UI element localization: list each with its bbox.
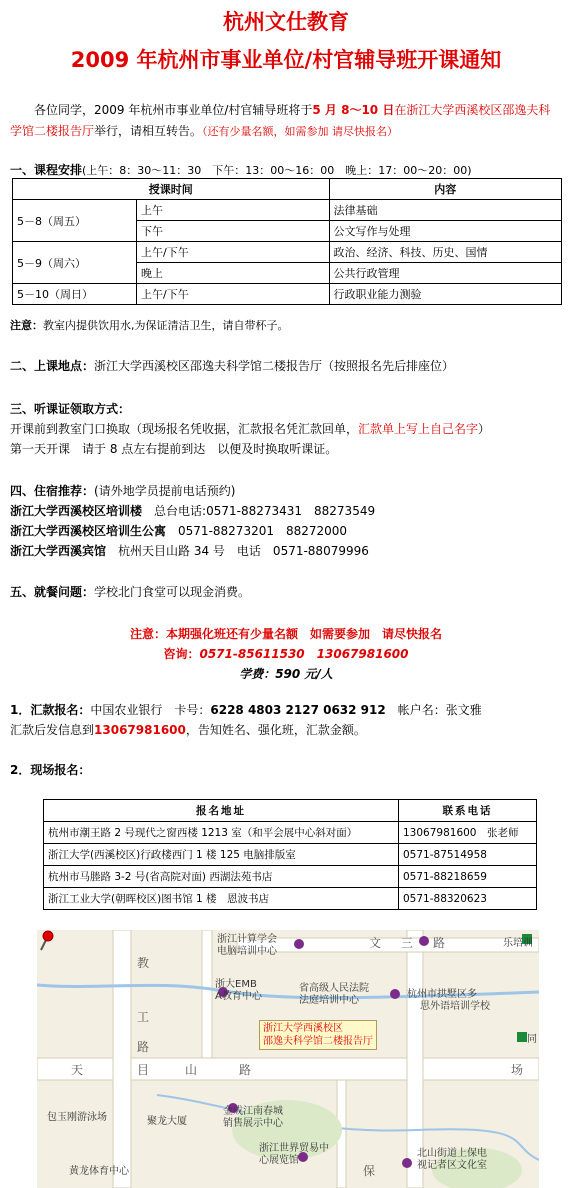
map-label: A教育中心 (215, 991, 262, 1002)
map-label: 包玉刚游泳场 (47, 1112, 107, 1123)
reg-address: 浙江工业大学(朝晖校区)图书馆 1 楼 恩波书店 (44, 888, 399, 910)
consult-phones: 0571-85611530 13067981600 (199, 647, 409, 661)
schedule-content: 公共行政管理 (329, 263, 561, 284)
reg-phone: 0571-87514958 (399, 844, 537, 866)
remit-line2b: ，告知姓名、强化班，汇款金额。 (185, 723, 366, 737)
map-label: 浙大EMB (215, 979, 257, 990)
pass-title: 三、听课证领取方式： (10, 402, 131, 416)
schedule-content: 行政职业能力测验 (329, 284, 561, 305)
map-label: 文 (369, 936, 382, 950)
location-title: 二、上课地点： (10, 359, 95, 373)
schedule-slot: 上午 (137, 200, 330, 221)
schedule-content: 法律基础 (329, 200, 561, 221)
intro-remark: （还有少量名额，如需参加 请尽快报名） (202, 125, 399, 138)
schedule-slot: 下午 (137, 221, 330, 242)
intro-held: 举行，请相互转告。 (94, 124, 203, 138)
callout-line1: 浙江大学西溪校区 (263, 1023, 343, 1034)
map-label: 视记者区文化室 (417, 1160, 487, 1171)
hotel-info: 总台电话:0571-88273431 88273549 (154, 504, 376, 518)
schedule-table (12, 178, 562, 305)
intro-paragraph (10, 100, 560, 142)
schedule-header-time: 授课时间 (13, 179, 330, 200)
location-map (37, 930, 539, 1188)
schedule-times: (上午：8：30～11：30 下午：13：00～16：00 晚上：17：00～20：00) (82, 164, 472, 177)
remit-phone: 13067981600 (94, 723, 186, 737)
remit-bank: 中国农业银行 卡号： (90, 703, 211, 717)
schedule-header-content: 内容 (329, 179, 561, 200)
map-label: 金成江南春城 (223, 1106, 283, 1117)
location-text: 浙江大学西溪校区邵逸夫科学馆二楼报告厅（按照报名先后排座位） (94, 359, 455, 373)
schedule-slot: 晚上 (137, 263, 330, 284)
map-label: 电脑培训中心 (217, 946, 277, 957)
table-row (13, 284, 562, 305)
hotel-info: 0571-88273201 88272000 (178, 524, 348, 538)
lodging-sub: (请外地学员提前电话预约) (94, 484, 236, 498)
table-row (13, 200, 562, 221)
list-item (10, 541, 375, 561)
table-row (44, 888, 537, 910)
schedule-content: 政治、经济、科技、历史、国情 (329, 242, 561, 263)
map-label: 山 (185, 1063, 198, 1077)
map-label: 天 (71, 1063, 84, 1077)
map-label: 省高级人民法院 (299, 983, 369, 994)
pass-line1: 开课前到教室门口换取（现场报名凭收据，汇款报名凭汇款回单， (10, 422, 359, 436)
note-line (10, 317, 289, 333)
map-label: 乐培训 (503, 938, 533, 949)
map-label: 聚龙大厦 (147, 1116, 187, 1127)
schedule-title: 一、课程安排 (10, 163, 83, 177)
map-label: 浙江世界贸易中 (259, 1143, 329, 1154)
dining-text: 学校北门食堂可以现金消费。 (94, 585, 251, 599)
dining-title: 五、就餐问题： (10, 585, 95, 599)
schedule-day: 5－9（周六） (13, 242, 137, 284)
hotel-name: 浙江大学西溪宾馆 (10, 544, 107, 558)
hotel-info: 杭州天目山路 34 号 电话 0571-88079996 (118, 544, 369, 558)
map-label: 杭州市拱墅区多 (407, 989, 477, 1000)
remit-title: 1．汇款报名： (10, 703, 91, 717)
intro-place: 在浙江大学西溪校区邵逸夫科学馆二楼报告厅 (10, 103, 551, 138)
remit-line2a: 汇款后发信息到 (10, 723, 95, 737)
pass-line2: 第一天开课 请于 8 点左右提前到达 以便及时换取听课证。 (10, 442, 338, 456)
notice-line2 (0, 644, 572, 664)
map-label: 销售展示中心 (223, 1118, 283, 1129)
map-label: 保 (363, 1164, 376, 1178)
note-label: 注意： (10, 319, 43, 332)
map-label: 同 (527, 1034, 537, 1045)
schedule-slot: 上午/下午 (137, 242, 330, 263)
map-label: 心展览馆 (259, 1155, 299, 1166)
notice-line1 (0, 624, 572, 644)
table-row (44, 844, 537, 866)
hotel-name: 浙江大学西溪校区培训楼 (10, 504, 143, 518)
map-label: 路 (137, 1040, 150, 1054)
schedule-heading (10, 161, 472, 178)
tuition: 学费：590 元/人 (239, 667, 333, 681)
map-label: 北山街道上保电 (417, 1148, 487, 1159)
map-label: 路 (239, 1063, 252, 1077)
map-label: 工 (137, 1010, 150, 1024)
pass-section (10, 399, 490, 459)
reg-address: 浙江大学(西溪校区)行政楼西门 1 楼 125 电脑排版室 (44, 844, 399, 866)
reg-phone: 0571-88320623 (399, 888, 537, 910)
location-section (10, 356, 454, 376)
remit-card: 6228 4803 2127 0632 912 (210, 703, 386, 717)
page-title: 杭州文仕教育 (223, 10, 349, 34)
table-row (13, 242, 562, 263)
list-item (10, 501, 375, 521)
reg-phone: 13067981600 张老师 (399, 822, 537, 844)
pass-line1-end: ） (478, 422, 491, 436)
schedule-slot: 上午/下午 (137, 284, 330, 305)
table-row (44, 822, 537, 844)
lodging-section (10, 481, 375, 561)
notice-text: 注意：本期强化班还有少量名额 如需要参加 请尽快报名 (129, 627, 442, 641)
registration-table (43, 799, 537, 910)
reg-address: 杭州市潮王路 2 号现代之窗西楼 1213 室（和平会展中心斜对面） (44, 822, 399, 844)
consult-label: 咨询： (163, 647, 200, 661)
onsite-title: 2．现场报名： (10, 763, 91, 777)
map-label: 浙江计算学会 (217, 934, 277, 945)
remit-section (10, 700, 566, 740)
map-label: 三 (401, 936, 414, 950)
map-label: 思外语培训学校 (420, 1001, 490, 1012)
reg-address: 杭州市马塍路 3-2 号(省高院对面) 西湖法苑书店 (44, 866, 399, 888)
map-label: 路 (433, 936, 446, 950)
map-callout (259, 1020, 377, 1050)
schedule-day: 5－10（周日） (13, 284, 137, 305)
pass-line1-highlight: 汇款单上写上自己名字 (358, 422, 479, 436)
note-text: 教室内提供饮用水,为保证清洁卫生，请自带杯子。 (43, 319, 289, 332)
map-pin-icon (37, 930, 55, 952)
callout-line2: 邵逸夫科学馆二楼报告厅 (263, 1036, 373, 1047)
schedule-content: 公文写作与处理 (329, 221, 561, 242)
lodging-title: 四、住宿推荐： (10, 484, 95, 498)
remit-account: 帐户名：张文雅 (397, 703, 482, 717)
dining-section (10, 582, 250, 602)
hotel-name: 浙江大学西溪校区培训生公寓 (10, 524, 167, 538)
reg-phone: 0571-88218659 (399, 866, 537, 888)
map-label: 目 (137, 1063, 150, 1077)
reg-header-phone: 联系电话 (399, 800, 537, 822)
map-label: 黄龙体育中心 (69, 1166, 129, 1177)
reg-header-address: 报名地址 (44, 800, 399, 822)
schedule-day: 5－8（周五） (13, 200, 137, 242)
intro-text: 各位同学，2009 年杭州市事业单位/村官辅导班将于 (34, 103, 313, 117)
map-label: 场 (511, 1063, 524, 1077)
intro-date: 5 月 8～10 日 (312, 103, 395, 117)
map-label: 教 (137, 956, 150, 970)
map-label: 法庭培训中心 (299, 995, 359, 1006)
list-item (10, 521, 375, 541)
table-row (44, 866, 537, 888)
page-subtitle: 2009 年杭州市事业单位/村官辅导班开课通知 (70, 48, 502, 72)
